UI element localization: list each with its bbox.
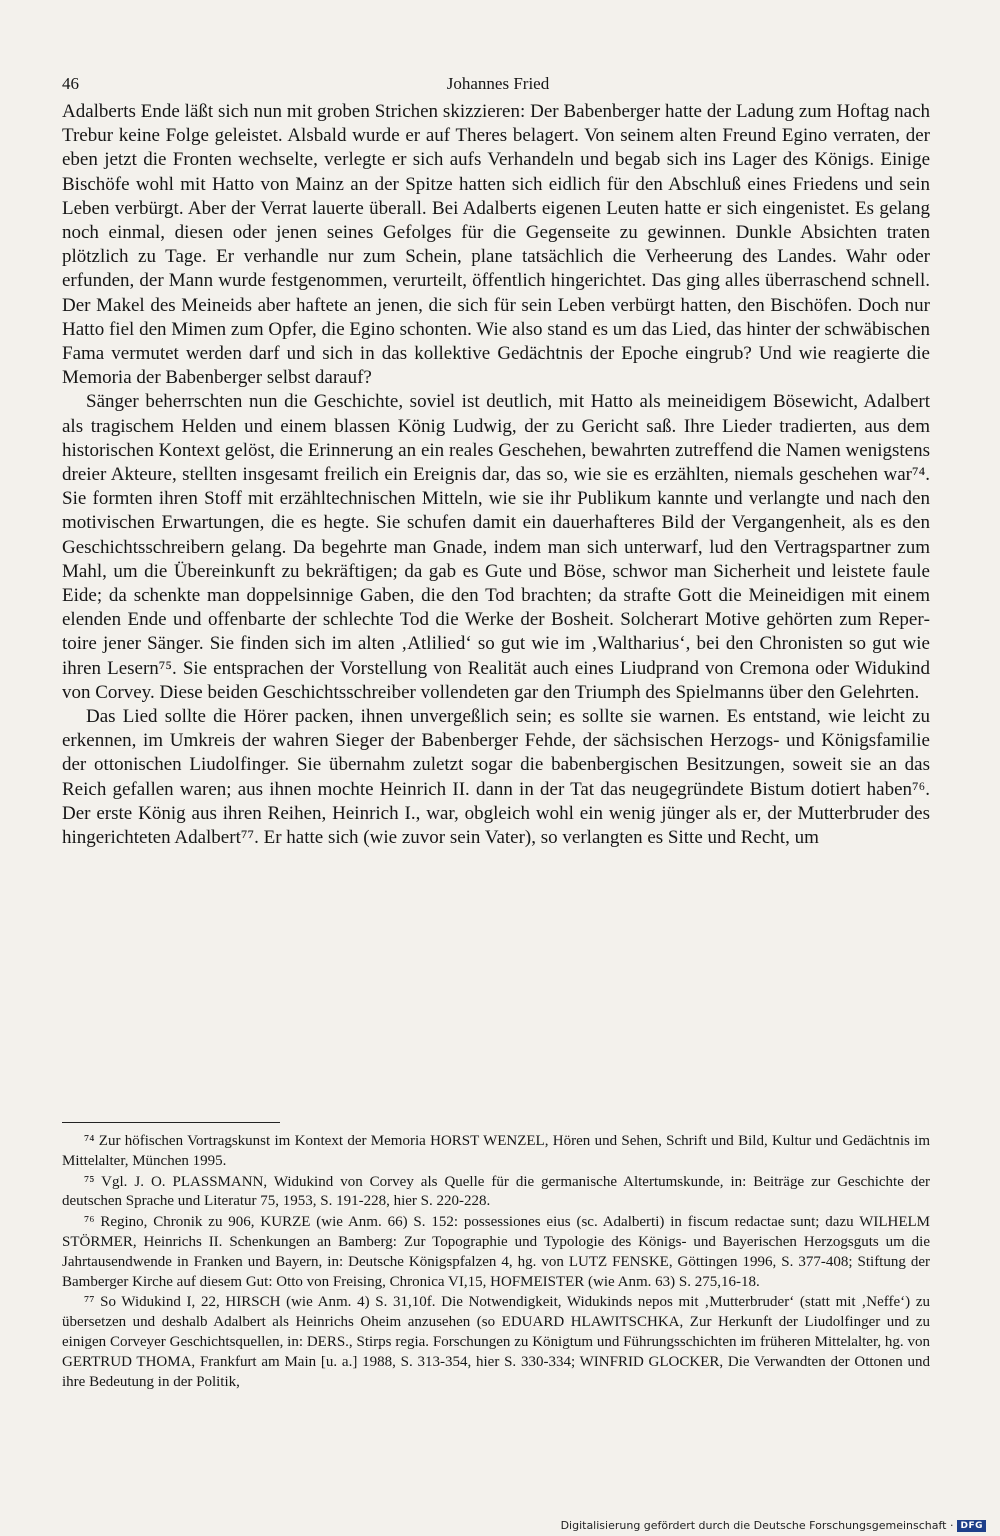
footnote-74: ⁷⁴ Zur höfischen Vortragskunst im Kontext der Memoria HORST WENZEL, Hören und Sehen, Schrift und Bild, Kultur und Gedächtnis im Mittelalter, München 1995. [62,1133,930,1169]
footnote-76: ⁷⁶ Regino, Chronik zu 906, KURZE (wie Anm. 66) S. 152: possessiones eius (sc. Adalberti) in fiscum redactae sunt; dazu WILHELM STÖRMER, Heinrichs II. Schenkungen an Bamberg: Zur Topographie und Typologie des Königs- und Bayerischen Herzogsguts um die Jahrtausendwende in Franken und Bayern, in: Deutsche Königspfalzen 4, hg. von LUTZ FENSKE, Göttingen 1996, S. 377-408; Stiftung der Bamberger Kirche auf diesem Gut: Otto von Freising, Chronica VI,15, HOFMEISTER (wie Anm. 63) S. 275,16-18. [62,1214,930,1290]
body-paragraph: Das Lied sollte die Hörer packen, ihnen unvergeßlich sein; es sollte sie warnen. Es entstand, wie leicht zu erkennen, im Umkreis der wahren Sieger der Babenberger Fehde, der sächsischen Herzogs- und Königsfamilie der ottonischen Liudolfinger. Sie übernahm zuletzt sogar die babenbergischen Besitzungen, soweit sie an das Reich gefallen waren; aus ihnen mochte Heinrich II. dann in der Tat das neugegründete Bistum dotiert haben⁷⁶. Der erste König aus ihren Reihen, Heinrich I., war, obgleich wohl ein wenig jünger als er, der Mutterbruder des hingerichteten Adalbert⁷⁷. Er hatte sich (wie zuvor sein Vater), so verlangten es Sitte und Recht, um [62,706,930,849]
running-title: Johannes Fried [446,74,550,93]
credit-text: Digitalisierung gefördert durch die Deutsche Forschungsgemeinschaft · [560,1519,954,1532]
footnote-77: ⁷⁷ So Widukind I, 22, HIRSCH (wie Anm. 4) S. 31,10f. Die Notwendigkeit, Widukinds nepos mit ‚Mutterbruder‘ (statt mit ‚Neffe‘) zu übersetzen und deshalb Adalbert als Heinrichs Oheim anzusehen (so EDUARD HLAWITSCHKA, Zur Herkunft der Liudolfinger und zu einigen Corveyer Geschichtsquellen, in: DERS., Stirps regia. Forschungen zu Königtum und Führungsschichten im früheren Mittelalter, hg. von GERTRUD THOMA, Frankfurt am Main [u. a.] 1988, S. 313-354, hier S. 330-334; WINFRID GLOCKER, Die Verwandten der Ottonen und ihre Bedeutung in der Politik, [62,1294,930,1390]
footnote-75: ⁷⁵ Vgl. J. O. PLASSMANN, Widukind von Corvey als Quelle für die germanische Altertumskunde, in: Beiträge zur Geschichte der deutschen Sprache und Literatur 75, 1953, S. 191-228, hier S. 220-228. [62,1173,930,1210]
footnotes [62,1132,930,1393]
page-header [58,74,938,96]
main-text [62,100,930,850]
body-paragraph: Adalberts Ende läßt sich nun mit groben Strichen skizzieren: Der Babenberger hatte der Ladung zum Hoftag nach Trebur keine Folge geleistet. Alsbald wurde er auf Theres belagert. Von seinem alten Freund Egino verraten, der eben jetzt die Fronten wechselte, verlegte er sich aufs Verhandeln und begab sich ins Lager des Königs. Einige Bischöfe wohl mit Hatto von Mainz an der Spitze hatten sich eidlich für den Abschluß eines Friedens und sein Leben verbürgt. Aber der Verrat lauerte überall. Bei Adalberts eigenen Leuten hatte er sich eingenistet. Es gelang noch einmal, diesen oder jenen seines Gefolges für die Gegenseite zu gewinnen. Dunkle Absichten traten plötzlich zu Tage. Er verhandle nur zum Schein, plane tatsächlich die Verheerung des Landes. Wahr oder erfunden, der Mann wurde festgenommen, verurteilt, öffentlich hingerichtet. Das ging alles überraschend schnell. Der Makel des Meineids aber haftete an jenen, die sich für sein Leben verbürgt hatten, den Bischöfen. Doch nur Hatto fiel den Mimen zum Opfer, die Egino schonten. Wie also stand es um das Lied, das hinter der schwäbischen Fama vermutet werden darf und sich in das kollektive Gedächtnis der Epoche eingrub? Und wie reagierte die Memoria der Babenberger selbst darauf? [62,101,930,389]
footnote-divider [62,1122,280,1123]
page-number: 46 [62,74,79,93]
dfg-logo: DFG [957,1520,986,1532]
digitization-credit [561,1519,986,1532]
body-paragraph: Sänger beherrschten nun die Geschichte, soviel ist deutlich, mit Hatto als meineidigem Bösewicht, Adalbert als tragischem Helden und einem blassen König Ludwig, der zu Gericht saß. Ihre Lieder tradierten, aus dem historischen Kontext gelöst, die Erinnerung an ein reales Geschehen, bewahrten zutreffend die Namen wenigstens dreier Akteure, stellten insgesamt freilich ein Ereignis dar, das so, wie sie es erzählten, niemals geschehen war⁷⁴. Sie formten ihren Stoff mit erzähltechnischen Mitteln, wie sie ihr Publikum kannte und verlangte und nach den motivischen Erwartungen, die es hegte. Sie schufen damit ein dauerhafteres Bild der Vergangenheit, als es den Geschichtsschreibern gelang. Da begehrte man Gnade, indem man sich unterwarf, lud den Vertragspartner zum Mahl, um die Übereinkunft zu bekräftigen; da gab es Gute und Böse, schwor man Sicherheit und leistete faule Eide; da schenkte man doppelsinnige Gaben, die den Tod brachten; da strafte Gott die Meineidigen mit einem elenden Ende und offenbarte der schlechte Tod die Werke der Bosheit. Solcherart Motive gehörten zum Repertoire jener Sänger. Sie finden sich im alten ‚Atlilied‘ so gut wie im ‚Waltharius‘, bei den Chronisten so gut wie ihren Lesern⁷⁵. Sie entsprachen der Vorstellung von Realität auch eines Liudprand von Cremona oder Widukind von Corvey. Diese beiden Geschichtsschreiber vollendeten gar den Triumph des Spielmanns über den Gelehrten. [62,391,930,703]
